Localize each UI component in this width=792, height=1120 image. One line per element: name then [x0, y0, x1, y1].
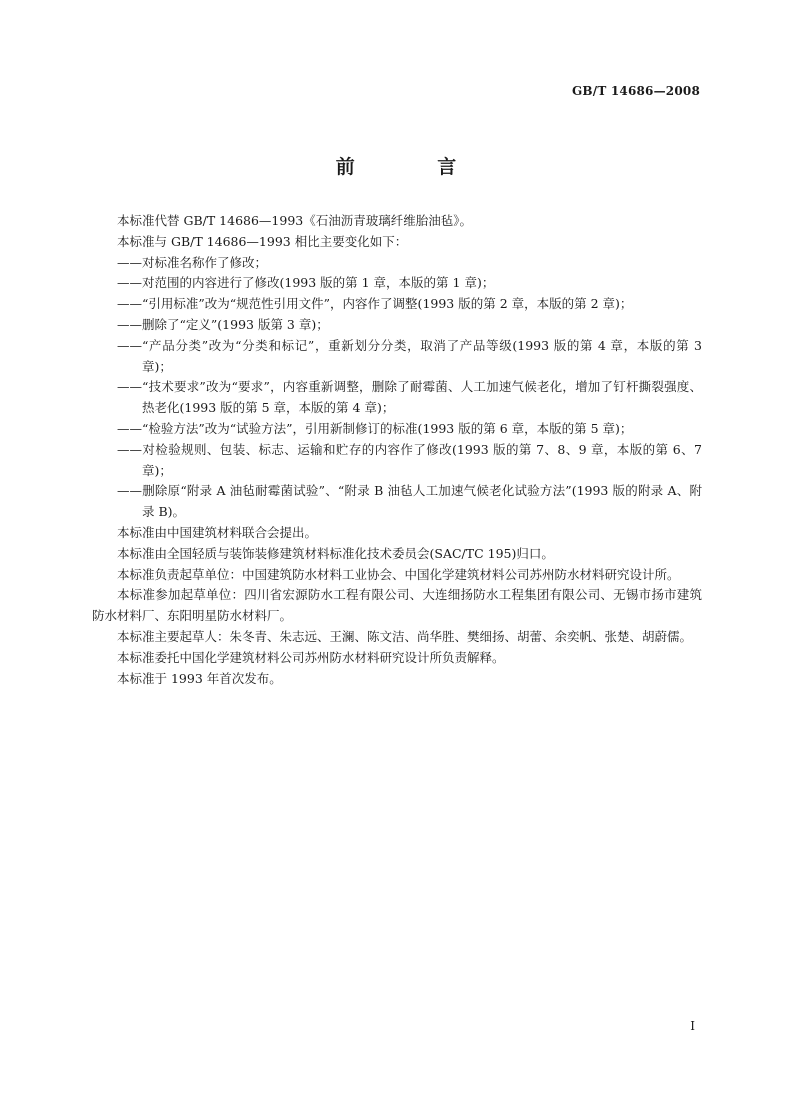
- change-item: ——对范围的内容进行了修改(1993 版的第 1 章，本版的第 1 章)；: [117, 275, 495, 291]
- intro-paragraph: 本标准代替 GB/T 14686—1993《石油沥青玻璃纤维胎油毡》。: [117, 213, 472, 228]
- change-item: ——删除原“附录 A 油毡耐霉菌试验”、“附录 B 油毡人工加速气候老化试验方法”(1993 版的附录 A、附录 B)。: [117, 483, 702, 520]
- change-item: ——“产品分类”改为“分类和标记”，重新划分分类，取消了产品等级(1993 版的第 4 章，本版的第 3 章)；: [117, 337, 702, 374]
- change-item: ——删除了“定义”(1993 版第 3 章)；: [117, 316, 329, 332]
- closing-paragraph: 本标准于 1993 年首次发布。: [117, 670, 282, 686]
- change-item: ——“技术要求”改为“要求”，内容重新调整，删除了耐霉菌、人工加速气候老化，增加了钉杆撕裂强度、热老化(1993 版的第 5 章，本版的第 4 章)；: [117, 379, 702, 416]
- change-item: ——对标准名称作了修改；: [117, 254, 268, 270]
- closing-paragraph: 本标准委托中国化学建筑材料公司苏州防水材料研究设计所负责解释。: [117, 649, 505, 665]
- closing-paragraph: 本标准由全国轻质与装饰装修建筑材料标准化技术委员会(SAC/TC 195)归口。: [117, 545, 554, 561]
- change-item: ——对检验规则、包装、标志、运输和贮存的内容作了修改(1993 版的第 7、8、9 章，本版的第 6、7 章)；: [117, 441, 702, 478]
- page-number: I: [690, 1019, 695, 1033]
- change-item: ——“引用标准”改为“规范性引用文件”，内容作了调整(1993 版的第 2 章，本版的第 2 章)；: [117, 296, 633, 312]
- intro-paragraph: 本标准与 GB/T 14686—1993 相比主要变化如下：: [117, 233, 408, 249]
- standard-number: GB/T 14686—2008: [571, 84, 700, 98]
- closing-paragraph: 本标准由中国建筑材料联合会提出。: [117, 524, 318, 540]
- closing-paragraph: 本标准参加起草单位：四川省宏源防水工程有限公司、大连细扬防水工程集团有限公司、无锡市扬市建筑防水材料厂、东阳明星防水材料厂。: [92, 587, 702, 624]
- closing-paragraph: 本标准主要起草人：朱冬青、朱志远、王澜、陈文洁、尚华胜、樊细扬、胡蕾、余奕帆、张楚、胡蔚儒。: [117, 628, 693, 644]
- change-item: ——“检验方法”改为“试验方法”，引用新制修订的标准(1993 版的第 6 章，本版的第 5 章)；: [117, 420, 633, 436]
- page-title: 前 言: [335, 156, 495, 178]
- closing-paragraph: 本标准负责起草单位：中国建筑防水材料工业协会、中国化学建筑材料公司苏州防水材料研究设计所。: [117, 566, 680, 582]
- foreword-body: [92, 211, 702, 689]
